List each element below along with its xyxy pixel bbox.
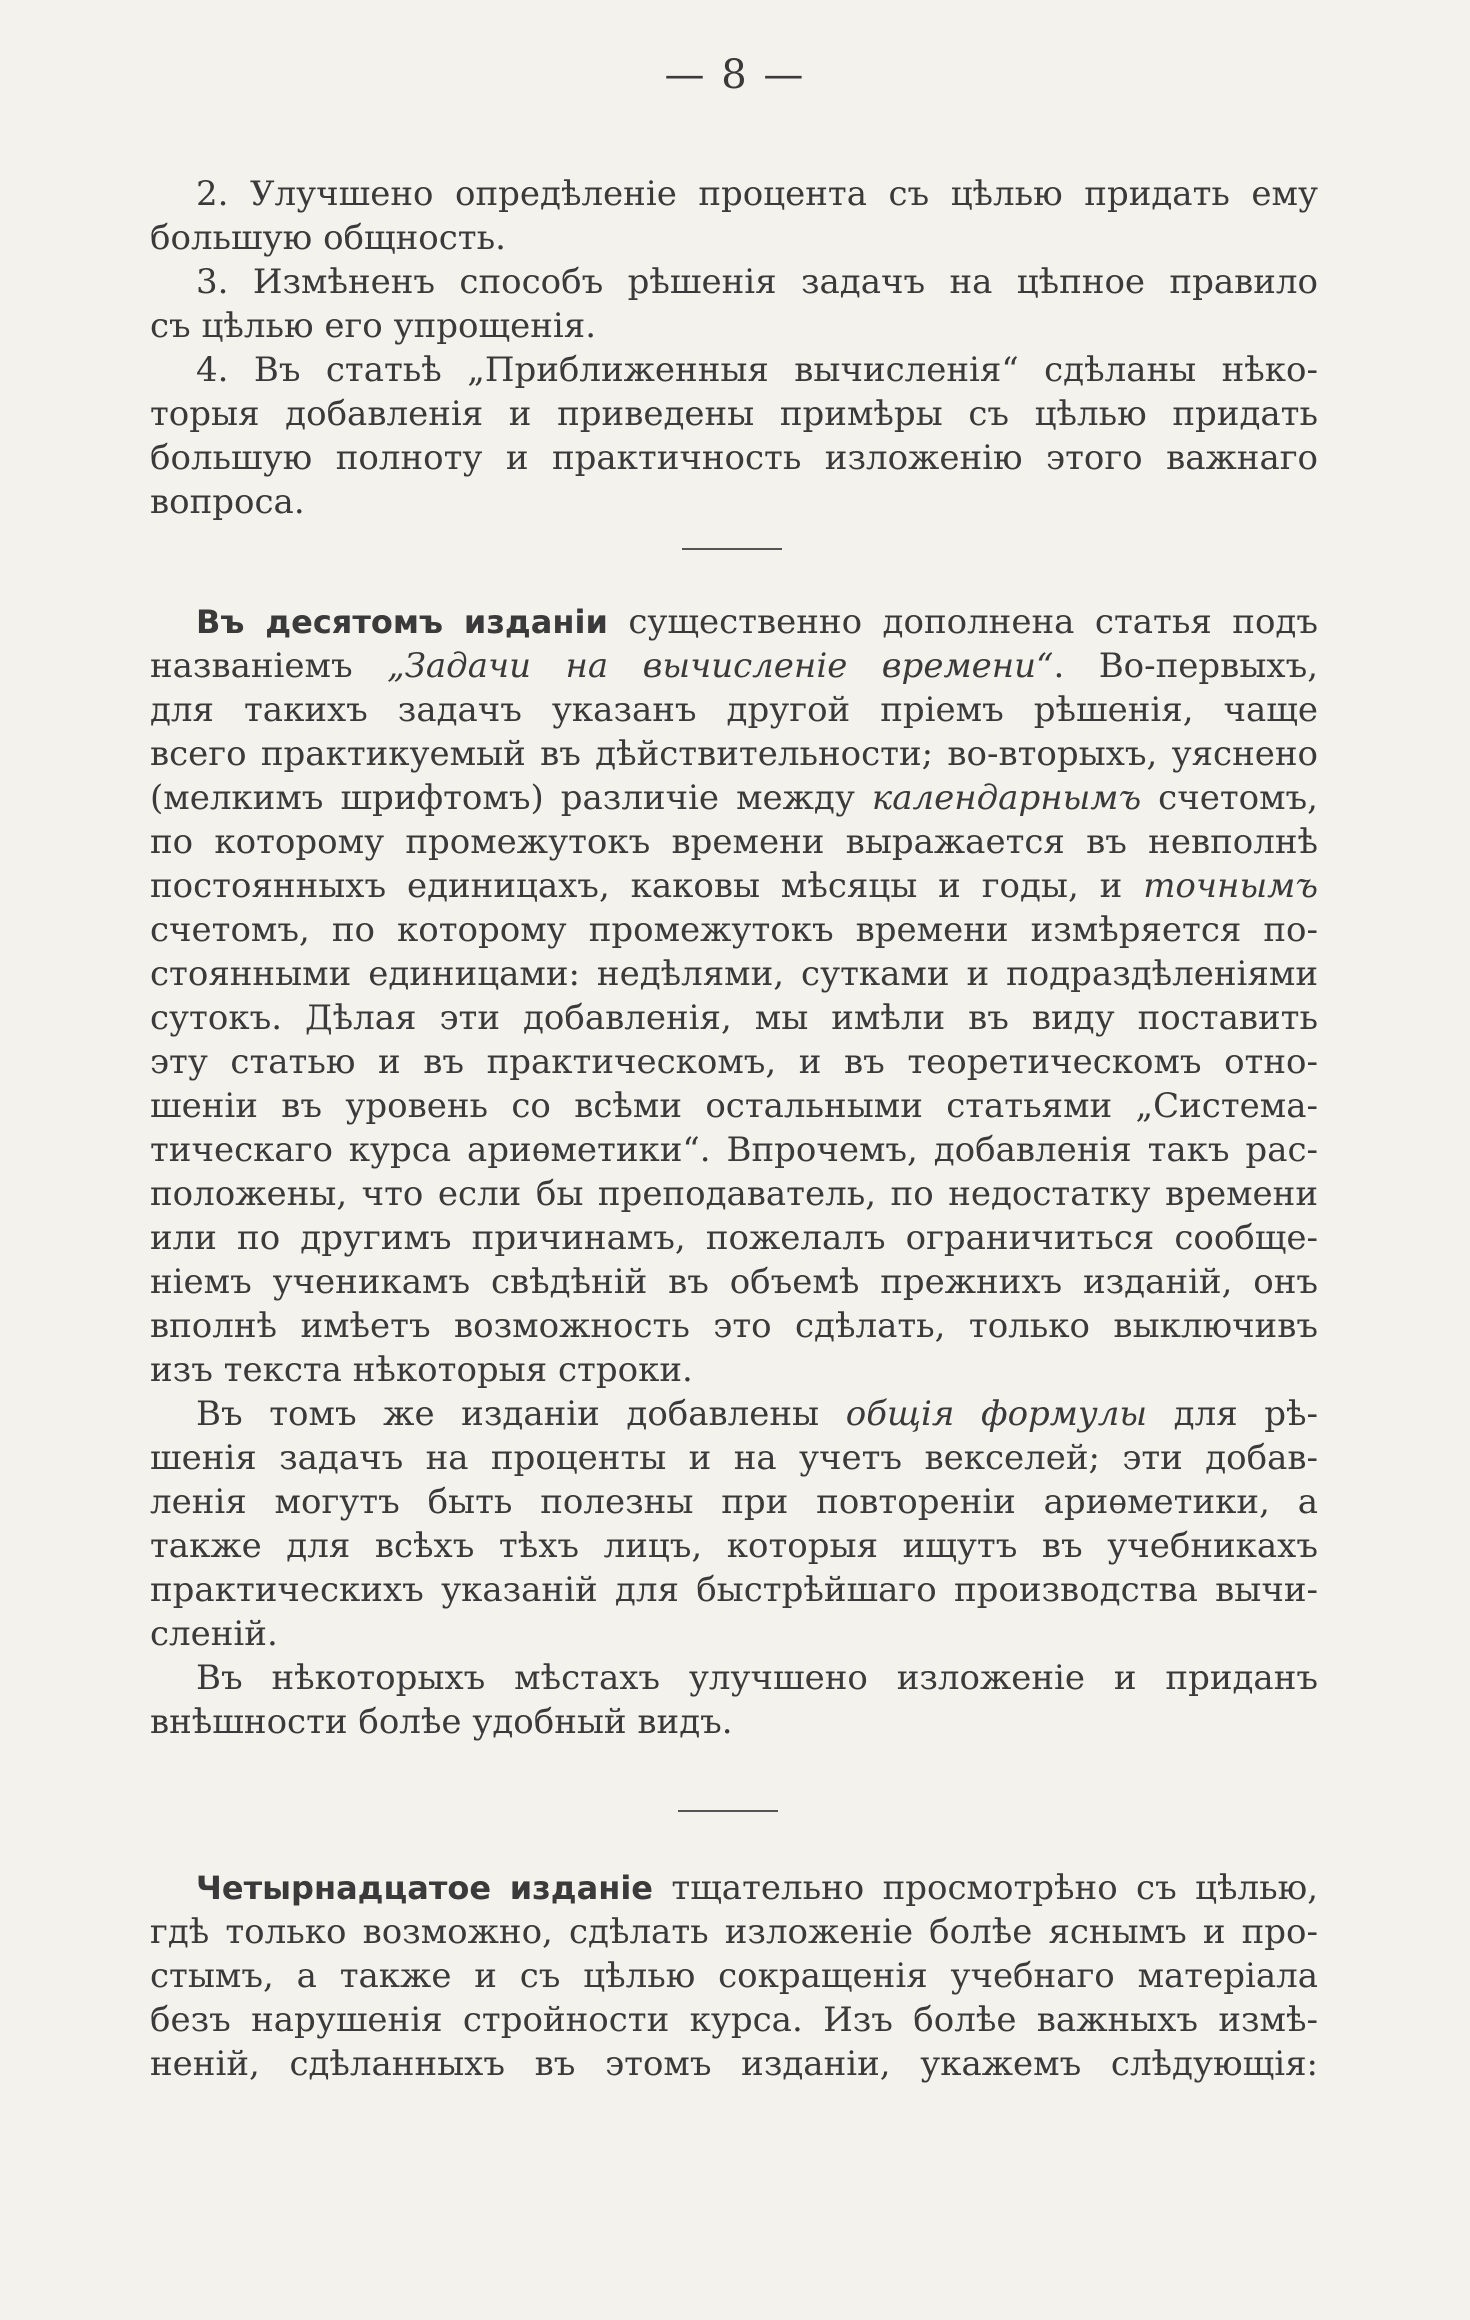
text-line: или по другимъ причинамъ, пожелалъ ограничиться сообще- [150,1218,1318,1258]
text-line: Въ десятомъ изданіи существенно дополнена статья подъ [196,602,1318,642]
section-heading: Четырнадцатое изданіе [196,1869,653,1907]
text-line: практическихъ указаній для быстрѣйшаго производства вычи- [150,1570,1318,1610]
text-line: съ цѣлью его упрощенія. [150,306,597,346]
text-line: тическаго курса ариѳметики“. Впрочемъ, добавленія такъ рас- [150,1130,1318,1170]
text-line: шеніи въ уровень со всѣми остальными статьями „Система- [150,1086,1318,1126]
section-divider [678,1810,778,1812]
text-line: для такихъ задачъ указанъ другой пріемъ рѣшенія, чаще [150,690,1318,730]
section-2 [150,600,1318,1744]
section-1 [150,172,1318,524]
italic-phrase: календарнымъ [871,778,1142,818]
text-line: Четырнадцатое изданіе тщательно просмотрѣно съ цѣлью, [196,1868,1318,1908]
text-line: большую полноту и практичность изложенію этого важнаго [150,438,1318,478]
text-line: ленія могутъ быть полезны при повтореніи ариѳметики, а [150,1482,1318,1522]
text-line: неній, сдѣланныхъ въ этомъ изданіи, укажемъ слѣдующія: [150,2044,1318,2084]
text-line: Въ нѣкоторыхъ мѣстахъ улучшено изложеніе и приданъ [196,1658,1318,1698]
text-line: шенія задачъ на проценты и на учетъ векселей; эти добав- [150,1438,1318,1478]
text-line: гдѣ только возможно, сдѣлать изложеніе болѣе яснымъ и про- [150,1912,1318,1952]
text-line: положены, что если бы преподаватель, по недостатку времени [150,1174,1318,1214]
text-line: 4. Въ статьѣ „Приближенныя вычисленія“ сдѣланы нѣко- [196,350,1318,390]
text-line: по которому промежутокъ времени выражается въ невполнѣ [150,822,1318,862]
text-line: названіемъ „Задачи на вычисленіе времени“. Во-первыхъ, [150,646,1319,686]
text-line: изъ текста нѣкоторыя строки. [150,1350,693,1390]
text-line: безъ нарушенія стройности курса. Изъ болѣе важныхъ измѣ- [150,2000,1318,2040]
section-divider [682,548,782,550]
text-line: также для всѣхъ тѣхъ лицъ, которыя ищутъ въ учебникахъ [150,1526,1318,1566]
text-line: сленій. [150,1614,278,1654]
section-3 [150,1866,1318,2086]
text-line: вполнѣ имѣетъ возможность это сдѣлать, только выключивъ [150,1306,1318,1346]
text-line: стымъ, а также и съ цѣлью сокращенія учебнаго матеріала [150,1956,1318,1996]
text-line: внѣшности болѣе удобный видъ. [150,1702,733,1742]
text-line: ніемъ ученикамъ свѣдѣній въ объемѣ прежнихъ изданій, онъ [150,1262,1318,1302]
page-number: — 8 — [664,52,806,98]
text-line: постоянныхъ единицахъ, каковы мѣсяцы и годы, и точнымъ [150,866,1318,906]
text-line: Въ томъ же изданіи добавлены общія формулы для рѣ- [196,1394,1319,1434]
italic-phrase: точнымъ [1143,866,1318,906]
text-line: всего практикуемый въ дѣйствительности; во-вторыхъ, уяснено [150,734,1318,774]
text-line: (мелкимъ шрифтомъ) различіе между календарнымъ счетомъ, [150,778,1318,818]
text-line: 3. Измѣненъ способъ рѣшенія задачъ на цѣпное правило [196,262,1318,302]
text-line: счетомъ, по которому промежутокъ времени измѣряется по- [150,910,1318,950]
text-line: сутокъ. Дѣлая эти добавленія, мы имѣли въ виду поставить [150,998,1318,1038]
text-line: стоянными единицами: недѣлями, сутками и подраздѣленіями [150,954,1318,994]
text-line: эту статью и въ практическомъ, и въ теоретическомъ отно- [150,1042,1318,1082]
text-line: торыя добавленія и приведены примѣры съ цѣлью придать [150,394,1318,434]
italic-phrase: общія формулы [845,1394,1148,1434]
section-heading: Въ десятомъ изданіи [196,603,608,641]
text-line: 2. Улучшено опредѣленіе процента съ цѣлью придать ему [196,174,1318,214]
text-line: большую общность. [150,218,506,258]
italic-phrase: „Задачи на вычисленіе времени“ [387,646,1054,686]
text-line: вопроса. [150,482,305,522]
